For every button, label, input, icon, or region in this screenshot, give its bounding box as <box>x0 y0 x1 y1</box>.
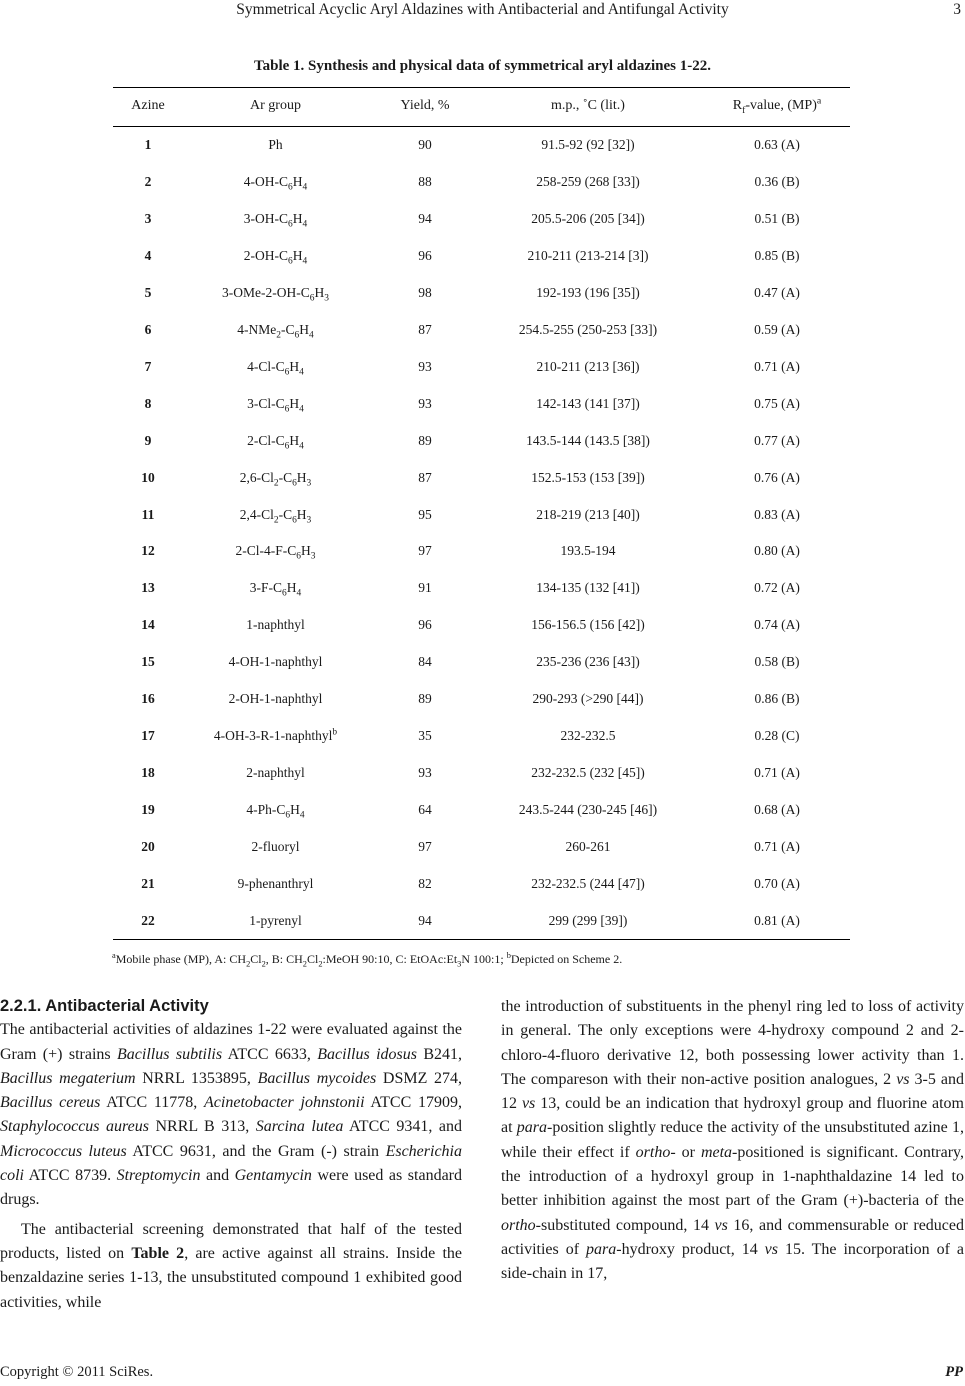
cell-yield: 95 <box>418 506 432 522</box>
cell-rf: 0.47 (A) <box>754 284 800 300</box>
cell-azine: 4 <box>144 247 152 263</box>
cell-ar-group: 1-pyrenyl <box>249 912 302 928</box>
cell-ar-group: $2-Cl-4-F-C_6H_3$ <box>235 543 316 563</box>
cell-mp: 258-259 (268 [33]) <box>536 173 640 189</box>
cell-mp: 205.5-206 (205 [34]) <box>531 210 645 226</box>
cell-mp: 156-156.5 (156 [42]) <box>531 617 645 633</box>
cell-ar-group: $2,6-Cl_2-C_6H_3$ <box>239 469 312 489</box>
table-row <box>113 468 850 488</box>
cell-yield: 87 <box>418 321 432 337</box>
cell-ar-group: $3-Cl-C_6H_4$ <box>247 395 304 415</box>
cell-yield: 82 <box>418 876 432 891</box>
cell-azine: 15 <box>141 654 155 670</box>
cell-azine: 5 <box>144 284 152 300</box>
cell-azine: 19 <box>141 802 155 818</box>
cell-azine: 9 <box>144 432 152 448</box>
cell-yield: 88 <box>418 173 432 189</box>
table-row <box>113 283 850 303</box>
cell-mp: 143.5-144 (143.5 [38]) <box>526 432 650 448</box>
cell-rf: 0.68 (A) <box>754 802 800 818</box>
cell-azine: 6 <box>144 321 152 337</box>
cell-mp: 235-236 (236 [43]) <box>536 654 640 670</box>
cell-yield: 90 <box>418 137 432 152</box>
table-row <box>113 431 850 451</box>
cell-rf: 0.76 (A) <box>754 469 800 485</box>
cell-ar-group: $2,4-Cl_2-C_6H_3$ <box>239 506 312 526</box>
table-caption: Table 1. Synthesis and physical data of symmetrical aryl aldazines 1-22. <box>254 58 711 74</box>
cell-ar-group: 9-phenanthryl <box>237 876 314 891</box>
cell-yield: 84 <box>418 654 432 670</box>
cell-rf: 0.75 (A) <box>754 395 800 411</box>
table-footnote: $^a$Mobile phase (MP), A: $CH_2Cl_2$, B: $CH_2Cl_2:MeOH$ 90:10, C: $EtOAc:Et_3N$ 100:1; $^b$Depicted on Scheme 2. <box>112 951 623 969</box>
cell-azine: 12 <box>141 543 155 559</box>
cell-mp: 142-143 (141 [37]) <box>536 395 640 411</box>
cell-azine: 10 <box>141 469 155 485</box>
cell-azine: 2 <box>144 173 152 189</box>
cell-rf: 0.71 (A) <box>754 765 800 781</box>
page-header <box>0 0 965 26</box>
table-row <box>113 837 850 857</box>
cell-yield: 93 <box>418 765 432 781</box>
cell-rf: 0.86 (B) <box>754 691 800 707</box>
cell-rf: 0.71 (A) <box>754 358 800 374</box>
cell-azine: 13 <box>141 580 155 596</box>
page-number: 3 <box>953 1 961 18</box>
cell-mp: 192-193 (196 [35]) <box>536 284 640 300</box>
cell-mp: 254.5-255 (250-253 [33]) <box>518 321 658 337</box>
cell-ar-group: $3-OMe-2-OH-C_6H_3$ <box>222 284 329 304</box>
cell-yield: 94 <box>418 912 432 928</box>
cell-rf: 0.71 (A) <box>754 839 800 855</box>
cell-azine: 18 <box>141 765 155 781</box>
cell-ar-group: $2-OH-C_6H_4$ <box>243 247 308 267</box>
table-row <box>113 357 850 377</box>
cell-azine: 17 <box>141 728 155 744</box>
table-row <box>113 320 850 340</box>
cell-ar-group: $3-OH-C_6H_4$ <box>243 210 308 230</box>
cell-ar-group: 2-naphthyl <box>246 765 305 781</box>
header-yield: Yield, % <box>400 98 450 113</box>
cell-yield: 64 <box>418 802 432 818</box>
cell-azine: 14 <box>141 617 155 633</box>
paragraph: The antibacterial screening demonstrated that half of the tested products, listed on Table 2, are active against all strains. Inside the benzaldazine series 1-13, the unsubstituted compound 1 exhibited good activities, while <box>0 1220 462 1311</box>
cell-ar-group: Ph <box>268 137 283 152</box>
cell-ar-group: $4-OH-C_6H_4$ <box>243 173 308 193</box>
table-row <box>113 763 850 783</box>
cell-rf: 0.85 (B) <box>754 247 800 263</box>
cell-mp: 232-232.5 (244 [47]) <box>531 876 645 891</box>
cell-mp: 152.5-153 (153 [39]) <box>531 469 645 485</box>
cell-yield: 91 <box>418 580 432 596</box>
cell-rf: 0.63 (A) <box>754 137 800 152</box>
section-heading: 2.2.1. Antibacterial Activity <box>0 997 209 1015</box>
paragraph: The antibacterial activities of aldazines 1-22 were evaluated against the Gram (+) strains Bacillus subtilis ATCC 6633, Bacillus idosus B241, Bacillus megaterium NRRL 1353895, Bacillus mycoides DSMZ 274, Bacillus cereus ATCC 11778, Acinetobacter johnstonii ATCC 17909, Staphylococcus aureus NRRL B 313, Sarcina lutea ATCC 9341, and Micrococcus luteus ATCC 9631, and the Gram (-) strain Escherichia coli ATCC 8739. Streptomycin and Gentamycin were used as standard drugs. <box>0 1021 463 1209</box>
cell-rf: 0.59 (A) <box>754 321 800 337</box>
cell-ar-group: 4-OH-1-naphthyl <box>228 654 323 670</box>
cell-rf: 0.74 (A) <box>754 617 800 633</box>
cell-rf: 0.58 (B) <box>754 654 800 670</box>
cell-azine: 7 <box>144 358 152 374</box>
cell-ar-group: 4-OH-3-R-1-naphthyl$^b$ <box>213 727 338 744</box>
cell-rf: 0.81 (A) <box>754 912 800 928</box>
cell-rf: 0.28 (C) <box>754 728 800 744</box>
running-title: Symmetrical Acyclic Aryl Aldazines with Antibacterial and Antifungal Activity <box>236 1 729 18</box>
cell-mp: 260-261 <box>565 839 611 855</box>
cell-azine: 21 <box>141 876 155 891</box>
table-row <box>113 652 850 672</box>
cell-yield: 93 <box>418 395 432 411</box>
cell-ar-group: 1-naphthyl <box>246 617 305 633</box>
right-column <box>501 995 964 1287</box>
cell-rf: 0.80 (A) <box>754 543 800 559</box>
cell-azine: 22 <box>141 912 155 928</box>
cell-azine: 8 <box>144 395 152 411</box>
page-footer <box>0 1364 965 1386</box>
table-row <box>113 394 850 414</box>
table-row <box>113 726 850 746</box>
cell-yield: 96 <box>418 617 432 633</box>
cell-mp: 290-293 (>290 [44]) <box>532 691 644 707</box>
table-row <box>113 505 850 525</box>
cell-ar-group: $4-NMe_2-C_6H_4$ <box>237 321 314 341</box>
table-row <box>113 246 850 266</box>
cell-azine: 3 <box>144 210 152 226</box>
table-row <box>113 689 850 709</box>
cell-ar-group: 2-OH-1-naphthyl <box>228 691 323 707</box>
table-row <box>113 172 850 192</box>
table-row <box>113 135 850 155</box>
table-top-rule <box>113 87 850 88</box>
cell-yield: 35 <box>418 728 432 744</box>
cell-rf: 0.83 (A) <box>754 506 800 522</box>
cell-rf: 0.77 (A) <box>754 432 800 448</box>
cell-mp: 210-211 (213 [36]) <box>536 358 640 374</box>
header-azine: Azine <box>131 98 165 113</box>
cell-mp: 134-135 (132 [41]) <box>536 580 640 596</box>
table-bottom-rule <box>113 939 850 940</box>
table-row <box>113 800 850 820</box>
cell-rf: 0.72 (A) <box>754 580 800 596</box>
paragraph: the introduction of substituents in the phenyl ring led to loss of activity in general. The only exceptions were 4-hydroxy compound 2 and 2-chloro-4-fluoro derivative 12, both possessing lower activity than 1. The compareson with their non-active position analogues, 2 vs 3-5 and 12 vs 13, could be an indication that hydroxyl group and fluorine atom at para-position slightly reduce the activity of the unsubstituted azine 1, while their effect if ortho- or meta-positioned is significant. Contrary, the introduction of a hydroxyl group in 1-naphthaldazine 14 led to better inhibition against the most part of the Gram (+)-bacteria of the ortho-substituted compound, 14 vs 16, and commensurable or reduced activities of para-hydroxy product, 14 vs 15. The incorporation of a side-chain in 17, <box>501 998 965 1283</box>
cell-mp: 91.5-92 (92 [32]) <box>541 137 635 152</box>
cell-ar-group: $4-Ph-C_6H_4$ <box>246 802 305 821</box>
table-row <box>113 578 850 598</box>
header-ar-group: Ar group <box>250 98 301 113</box>
cell-azine: 16 <box>141 691 155 707</box>
cell-yield: 89 <box>418 691 432 707</box>
table-row <box>113 911 850 931</box>
cell-mp: 299 (299 [39]) <box>548 912 628 928</box>
table-row <box>113 874 850 894</box>
left-column <box>0 994 462 1315</box>
cell-yield: 94 <box>418 210 432 226</box>
cell-yield: 87 <box>418 469 432 485</box>
cell-azine: 1 <box>144 137 152 152</box>
cell-yield: 97 <box>418 543 432 559</box>
cell-mp: 232-232.5 <box>560 728 616 744</box>
cell-ar-group: $3-F-C_6H_4$ <box>249 580 302 600</box>
cell-ar-group: 2-fluoryl <box>251 839 300 855</box>
cell-yield: 96 <box>418 247 432 263</box>
cell-ar-group: $4-Cl-C_6H_4$ <box>247 358 304 378</box>
table-header-row <box>113 96 850 118</box>
cell-azine: 11 <box>141 506 155 522</box>
table-row <box>113 541 850 561</box>
table-row <box>113 209 850 229</box>
cell-rf: 0.70 (A) <box>754 876 800 891</box>
table-header-rule <box>113 126 850 127</box>
header-rf: $R_f$-value, (MP)$^a$ <box>732 95 822 116</box>
cell-yield: 89 <box>418 432 432 448</box>
cell-yield: 97 <box>418 839 432 855</box>
copyright-notice: Copyright © 2011 SciRes. <box>0 1364 154 1380</box>
table-row <box>113 615 850 635</box>
cell-rf: 0.51 (B) <box>754 210 800 226</box>
cell-azine: 20 <box>141 839 155 855</box>
cell-rf: 0.36 (B) <box>754 173 800 189</box>
cell-mp: 210-211 (213-214 [3]) <box>527 247 649 263</box>
cell-mp: 218-219 (213 [40]) <box>536 506 640 522</box>
journal-abbreviation: PP <box>945 1364 963 1380</box>
cell-yield: 93 <box>418 358 432 374</box>
cell-mp: 243.5-244 (230-245 [46]) <box>518 802 658 818</box>
cell-mp: 193.5-194 <box>560 543 616 559</box>
cell-ar-group: $2-Cl-C_6H_4$ <box>247 432 304 452</box>
header-mp: m.p., ˚C (lit.) <box>551 98 625 113</box>
cell-mp: 232-232.5 (232 [45]) <box>531 765 645 781</box>
cell-yield: 98 <box>418 284 432 300</box>
